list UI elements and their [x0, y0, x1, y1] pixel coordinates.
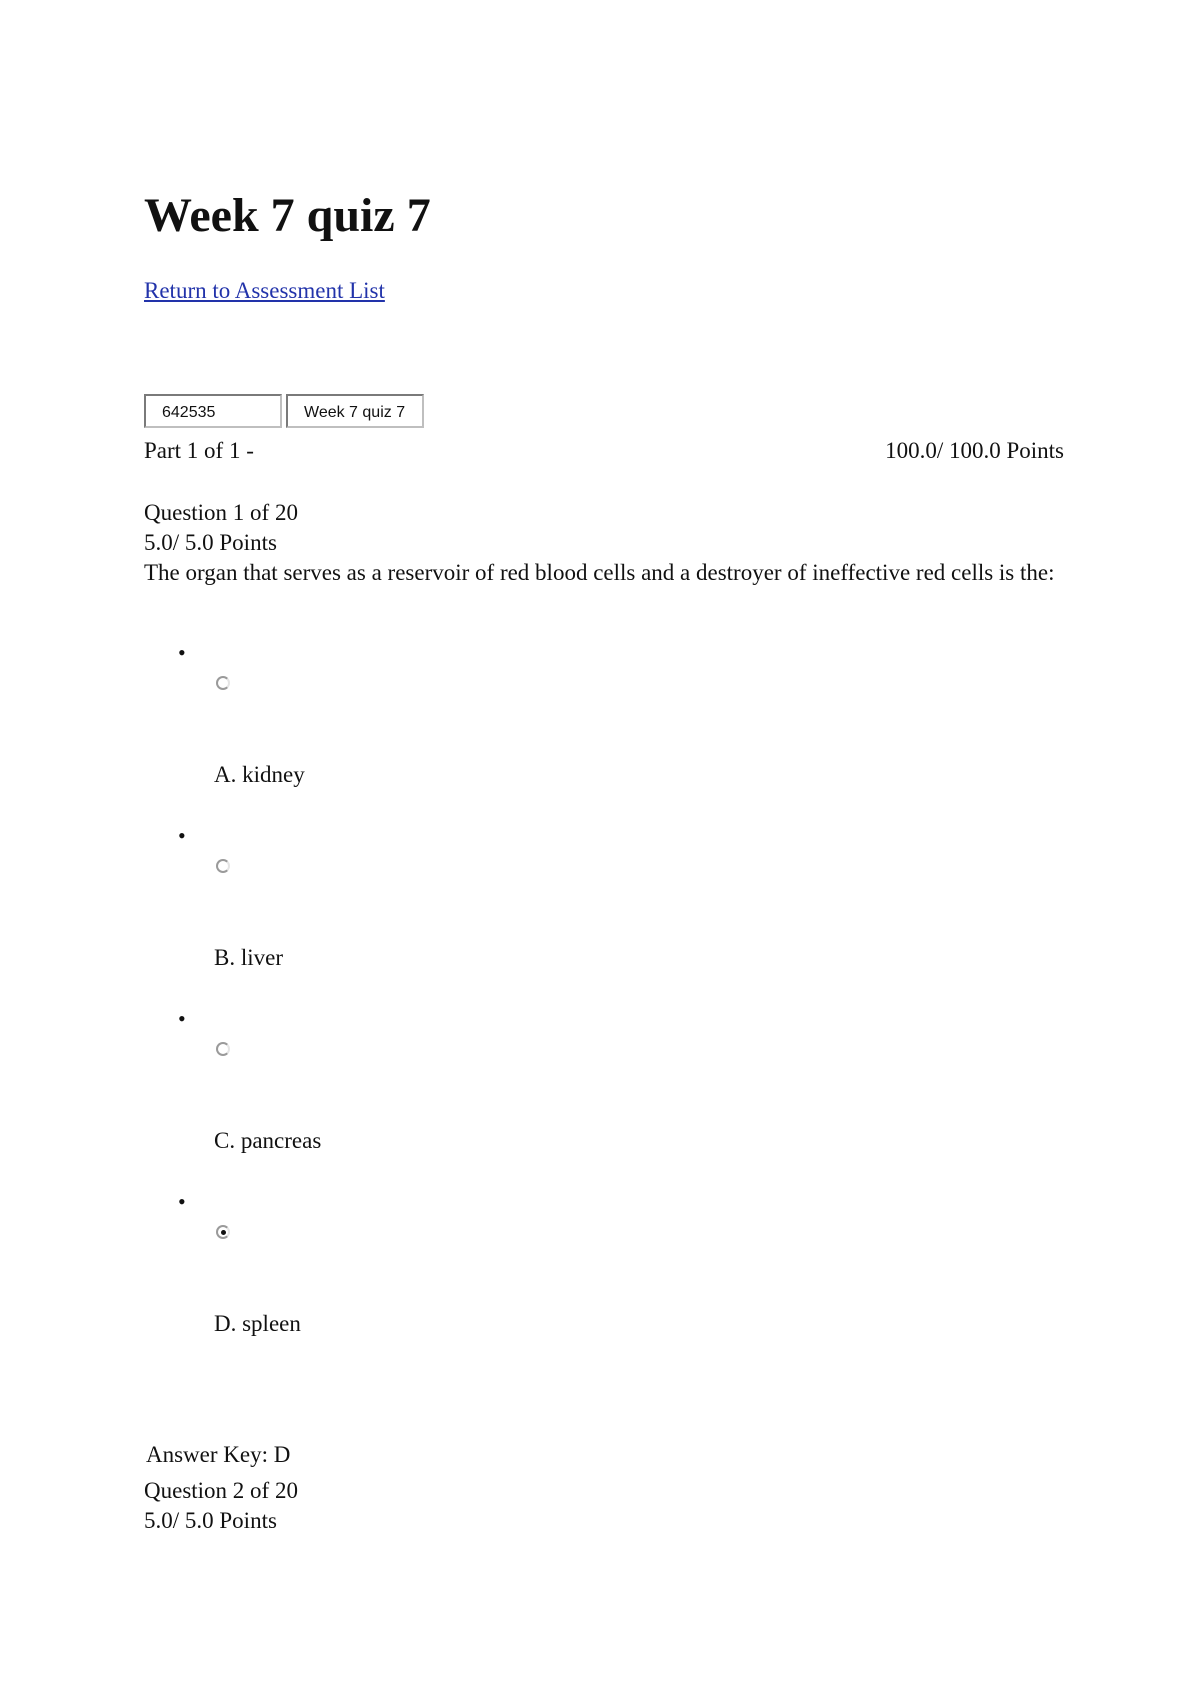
page-title: Week 7 quiz 7 [144, 189, 431, 242]
radio-button-b[interactable] [216, 859, 230, 873]
choice-label: C. pancreas [214, 1128, 322, 1153]
choice-c [144, 1006, 1064, 1189]
choice-b [144, 823, 1064, 1006]
bullet-icon: • [178, 823, 186, 848]
quiz-tabs [144, 394, 424, 428]
question-number: Question 2 of 20 [144, 1478, 298, 1503]
part-points: 100.0/ 100.0 Points [885, 438, 1064, 463]
quiz-name-tab[interactable]: Week 7 quiz 7 [286, 394, 424, 428]
choice-a [144, 640, 1064, 823]
choice-label: D. spleen [214, 1311, 301, 1336]
question-points: 5.0/ 5.0 Points [144, 530, 277, 555]
question-2 [144, 1476, 1064, 1536]
question-text: The organ that serves as a reservoir of red blood cells and a destroyer of ineffective red cells is the: [144, 560, 1055, 585]
choice-label: A. kidney [214, 762, 305, 787]
return-to-assessment-list-link[interactable]: Return to Assessment List [144, 278, 385, 303]
part-label: Part 1 of 1 - [144, 438, 254, 463]
bullet-icon: • [178, 640, 186, 665]
radio-button-c[interactable] [216, 1042, 230, 1056]
answer-choices [144, 640, 1064, 1372]
bullet-icon: • [178, 1006, 186, 1031]
question-number: Question 1 of 20 [144, 500, 298, 525]
question-1 [144, 498, 1064, 588]
quiz-id-tab[interactable]: 642535 [144, 394, 282, 428]
bullet-icon: • [178, 1189, 186, 1214]
answer-key: Answer Key: D [146, 1442, 291, 1467]
choice-d [144, 1189, 1064, 1372]
choice-label: B. liver [214, 945, 283, 970]
radio-button-a[interactable] [216, 676, 230, 690]
question-points: 5.0/ 5.0 Points [144, 1508, 277, 1533]
radio-button-d[interactable] [216, 1225, 230, 1239]
